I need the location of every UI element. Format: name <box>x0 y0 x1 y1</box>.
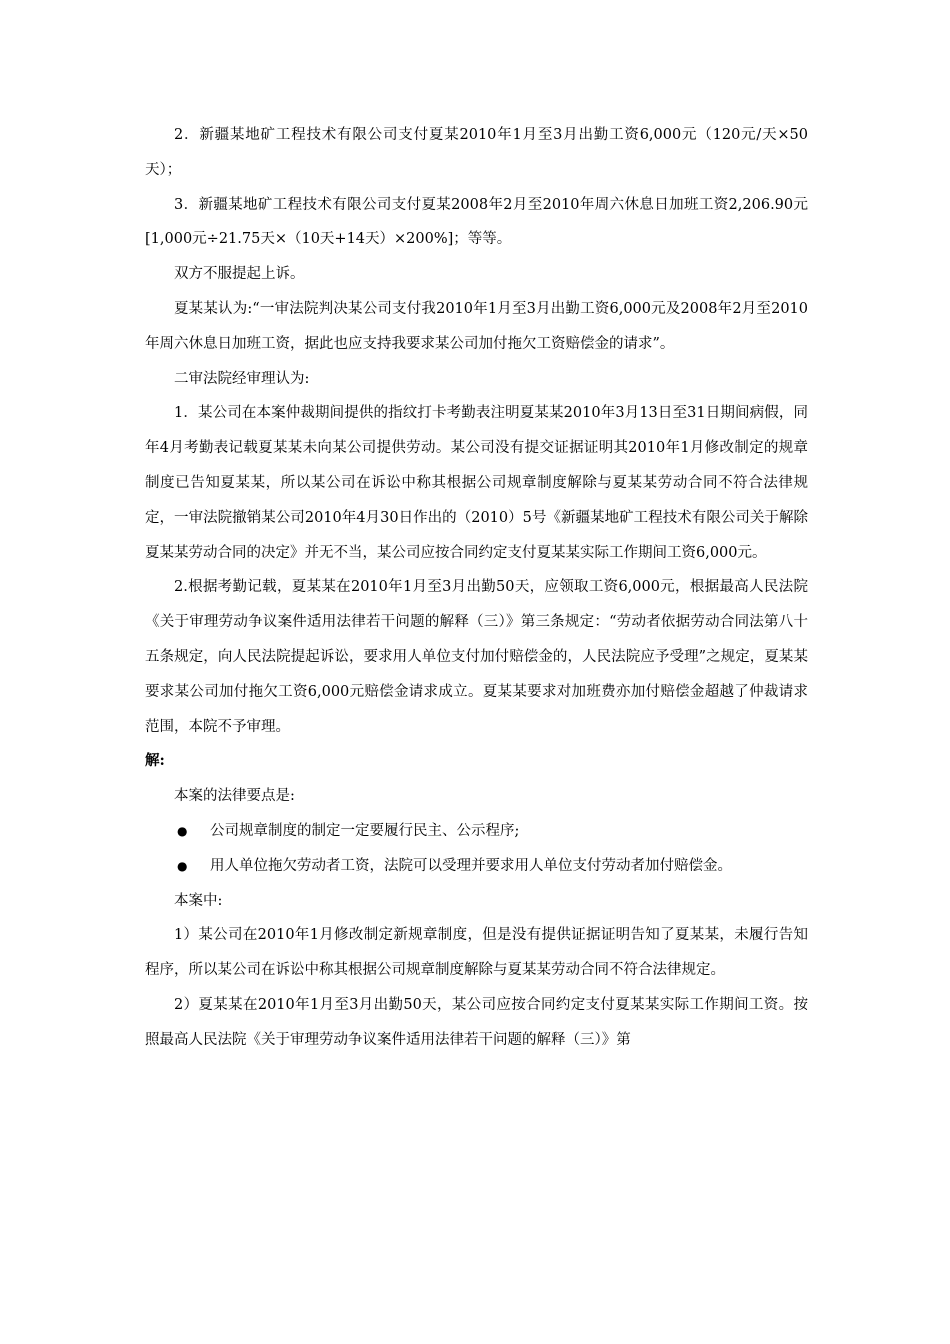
document-body <box>145 118 808 1058</box>
paragraph-second-instance-intro: 二审法院经审理认为: <box>174 370 310 387</box>
paragraph-finding-2: 2.根据考勤记载，夏某某在2010年1月至3月出勤50天，应领取工资6,000元，根据最高人民法院《关于审理劳动争议案件适用法律若干问题的解释（三）》第三条规定：“劳动者依据劳动合同法第八十五条规定，向人民法院提起诉讼，要求用人单位支付加付赔偿金的，人民法院应予受理”之规定，夏某某要求某公司加付拖欠工资6,000元赔偿金请求成立。夏某某要求对加班费亦加付赔偿金超越了仲裁请求范围，本院不予审理。 <box>145 579 808 735</box>
bullet-text-2: 用人单位拖欠劳动者工资，法院可以受理并要求用人单位支付劳动者加付赔偿金。 <box>210 857 732 874</box>
paragraph-plaintiff-claim: 夏某某认为:“一审法院判决某公司支付我2010年1月至3月出勤工资6,000元及2008年2月至2010年周六休息日加班工资，据此也应支持我要求某公司加付拖欠工资赔偿金的请求”。 <box>145 300 808 352</box>
bullet-text-1: 公司规章制度的制定一定要履行民主、公示程序; <box>210 822 520 839</box>
paragraph-key-points-intro: 本案的法律要点是: <box>174 788 295 805</box>
bullet-icon: ● <box>177 858 188 873</box>
paragraph-in-this-case: 本案中: <box>174 892 223 909</box>
paragraph-finding-1: 1．某公司在本案仲裁期间提供的指纹打卡考勤表注明夏某某2010年3月13日至31日期间病假，同年4月考勤表记载夏某某未向某公司提供劳动。某公司没有提交证据证明其2010年1月修改制定的规章制度已告知夏某某，所以某公司在诉讼中称其根据公司规章制度解除与夏某某劳动合同不符合法律规定，一审法院撤销某公司2010年4月30日作出的（2010）5号《新疆某地矿工程技术有限公司关于解除夏某某劳动合同的决定》并无不当，某公司应按合同约定支付夏某某实际工作期间工资6,000元。 <box>145 405 808 561</box>
paragraph-appeal: 双方不服提起上诉。 <box>174 266 305 283</box>
paragraph-analysis-1: 1）某公司在2010年1月修改制定新规章制度，但是没有提供证据证明告知了夏某某，未履行告知程序，所以某公司在诉讼中称其根据公司规章制度解除与夏某某劳动合同不符合法律规定。 <box>145 927 808 979</box>
paragraph-item-3: 3．新疆某地矿工程技术有限公司支付夏某2008年2月至2010年周六休息日加班工资2,206.90元[1,000元÷21.75天×（10天+14天）×200%]；等等。 <box>145 196 808 248</box>
paragraph-analysis-2: 2）夏某某在2010年1月至3月出勤50天，某公司应按合同约定支付夏某某实际工作期间工资。按照最高人民法院《关于审理劳动争议案件适用法律若干问题的解释（三）》第 <box>145 996 808 1048</box>
section-heading-solution: 解: <box>145 752 165 770</box>
bullet-item-2 <box>145 849 808 884</box>
bullet-item-1 <box>145 814 808 849</box>
bullet-icon: ● <box>177 823 188 838</box>
paragraph-item-2: 2．新疆某地矿工程技术有限公司支付夏某2010年1月至3月出勤工资6,000元（120元/天×50天）； <box>145 127 808 178</box>
